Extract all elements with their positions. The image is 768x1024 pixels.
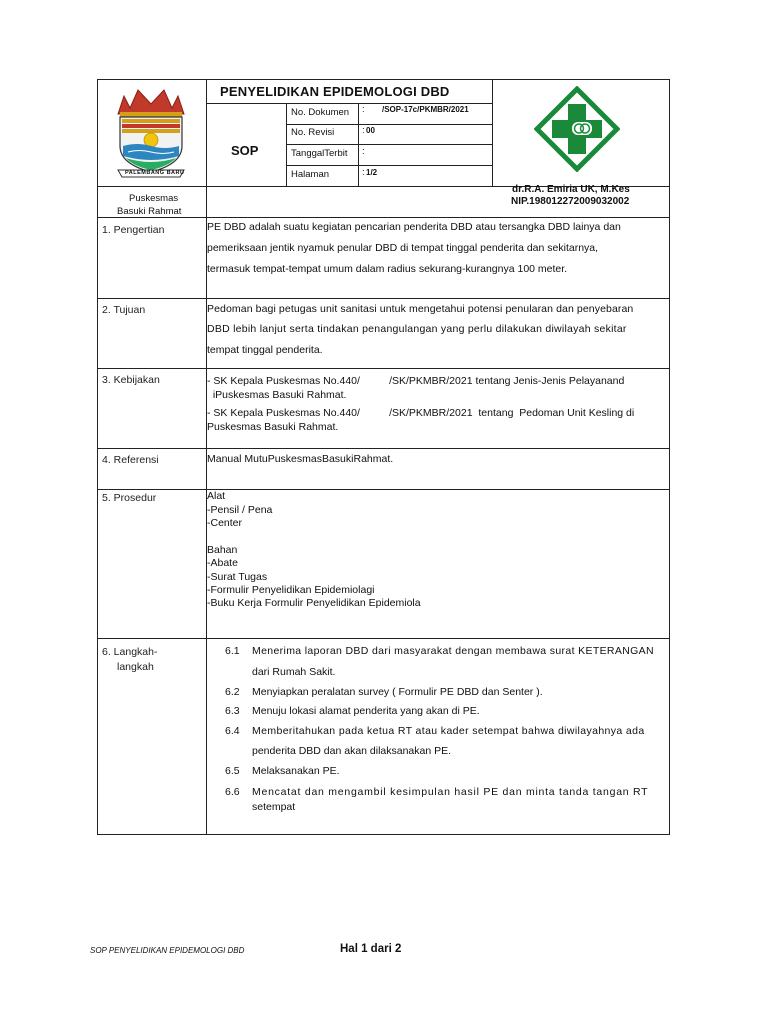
kebijakan-line: Puskesmas Basuki Rahmat. bbox=[207, 421, 339, 433]
field-label-issue-date: TanggalTerbit bbox=[291, 148, 348, 159]
step-number: 6.3 bbox=[225, 705, 240, 717]
pengertian-line: PE DBD adalah suatu kegiatan pencarian penderita DBD atau tersangka DBD lainya dan bbox=[207, 221, 621, 233]
signer-nip: NIP.198012272009032002 bbox=[511, 196, 630, 207]
tujuan-line: tempat tinggal penderita. bbox=[207, 344, 323, 356]
org-row-rule bbox=[97, 217, 670, 218]
prosedur-bahan-line: -Buku Kerja Formulir Penyelidikan Epidemiola bbox=[207, 597, 421, 609]
field-label-revision: No. Revisi bbox=[291, 127, 335, 138]
field-label-page: Halaman bbox=[291, 169, 330, 180]
field-sep: : bbox=[362, 146, 365, 157]
prosedur-alat-line: -Center bbox=[207, 517, 243, 529]
field-label-doc-number: No. Dokumen bbox=[291, 107, 350, 118]
org-name-line1: Puskesmas bbox=[129, 193, 179, 204]
step-number: 6.4 bbox=[225, 725, 240, 737]
step-text: Menyiapkan peralatan survey ( Formulir PE DBD dan Senter ). bbox=[252, 686, 543, 698]
header-field-rule bbox=[286, 144, 493, 145]
step-text: dari Rumah Sakit. bbox=[252, 666, 336, 678]
logo-ribbon-text: PALEMBANG BARU bbox=[125, 170, 185, 176]
field-value-doc-number: /SOP-17c/PKMBR/2021 bbox=[382, 105, 469, 114]
step-number: 6.5 bbox=[225, 765, 240, 777]
prosedur-bahan-line: -Abate bbox=[207, 557, 238, 569]
section-rule bbox=[97, 638, 670, 639]
signer-name: dr.R.A. Emiria UK, M.Kes bbox=[512, 184, 630, 195]
section-label-langkah: 6. Langkah- bbox=[102, 646, 158, 658]
org-name-line2: Basuki Rahmat bbox=[117, 206, 182, 217]
step-number: 6.6 bbox=[225, 786, 240, 798]
section-rule bbox=[97, 448, 670, 449]
kebijakan-line: - SK Kepala Puskesmas No.440/ /SK/PKMBR/2021 tentang Pedoman Unit Kesling di bbox=[207, 407, 635, 419]
footer-document-name: SOP PENYELIDIKAN EPIDEMOLOGI DBD bbox=[90, 946, 245, 955]
health-cross-logo bbox=[534, 86, 620, 172]
header-logo-divider bbox=[492, 79, 493, 186]
section-rule bbox=[97, 489, 670, 490]
document-title: PENYELIDIKAN EPIDEMOLOGI DBD bbox=[220, 84, 450, 99]
step-text: Menerima laporan DBD dari masyarakat dengan membawa surat KETERANGAN bbox=[252, 645, 654, 657]
field-sep: : bbox=[362, 125, 365, 136]
header-field-rule bbox=[286, 165, 493, 166]
field-value-revision: 00 bbox=[366, 126, 375, 135]
city-emblem-logo bbox=[104, 84, 198, 182]
table-border-left bbox=[97, 79, 98, 835]
section-label-prosedur: 5. Prosedur bbox=[102, 492, 157, 504]
section-rule bbox=[97, 368, 670, 369]
header-title-rule bbox=[206, 103, 493, 104]
kebijakan-line: iPuskesmas Basuki Rahmat. bbox=[207, 389, 347, 401]
prosedur-alat-line: Alat bbox=[207, 490, 226, 502]
table-border-top bbox=[97, 79, 670, 80]
pengertian-line: pemeriksaan jentik nyamuk penular DBD di tempat tinggal penderita dan sekitarnya, bbox=[207, 242, 599, 254]
step-text: Melaksanakan PE. bbox=[252, 765, 340, 777]
table-border-bottom bbox=[97, 834, 670, 835]
step-text: setempat bbox=[252, 801, 296, 813]
prosedur-bahan-line: -Formulir Penyelidikan Epidemiolagi bbox=[207, 584, 375, 596]
field-sep: : bbox=[362, 104, 365, 115]
step-number: 6.1 bbox=[225, 645, 240, 657]
step-text: penderita DBD dan akan dilaksanakan PE. bbox=[252, 745, 452, 757]
referensi-text: Manual MutuPuskesmasBasukiRahmat. bbox=[207, 453, 394, 465]
kebijakan-line: - SK Kepala Puskesmas No.440/ /SK/PKMBR/2021 tentang Jenis-Jenis Pelayanand bbox=[207, 375, 625, 387]
tujuan-line: Pedoman bagi petugas unit sanitasi untuk mengetahui potensi penularan dan penyebaran bbox=[207, 303, 634, 315]
step-number: 6.2 bbox=[225, 686, 240, 698]
prosedur-bahan-line: -Surat Tugas bbox=[207, 571, 268, 583]
step-text: Mencatat dan mengambil kesimpulan hasil PE dan minta tanda tangan RT bbox=[252, 786, 649, 798]
section-label-kebijakan: 3. Kebijakan bbox=[102, 374, 160, 386]
section-label-referensi: 4. Referensi bbox=[102, 454, 159, 466]
sop-label: SOP bbox=[231, 143, 259, 158]
tujuan-line: DBD lebih lanjut serta tindakan penangulangan yang perlu dilakukan diwilayah sekitar bbox=[207, 323, 627, 335]
prosedur-alat-line: -Pensil / Pena bbox=[207, 504, 273, 516]
section-label-pengertian: 1. Pengertian bbox=[102, 224, 165, 236]
field-value-page: 1/2 bbox=[366, 168, 378, 177]
footer-page-number: Hal 1 dari 2 bbox=[340, 943, 402, 955]
step-text: Menuju lokasi alamat penderita yang akan di PE. bbox=[252, 705, 480, 717]
step-text: Memberitahukan pada ketua RT atau kader setempat bahwa diwilayahnya ada bbox=[252, 725, 645, 737]
pengertian-line: termasuk tempat-tempat umum dalam radius sekurang-kurangnya 100 meter. bbox=[207, 263, 568, 275]
section-label-langkah-cont: langkah bbox=[117, 661, 154, 673]
field-sep: : bbox=[362, 167, 365, 178]
header-field-rule bbox=[286, 124, 493, 125]
section-rule bbox=[97, 298, 670, 299]
table-border-right bbox=[669, 79, 670, 835]
prosedur-bahan-line: Bahan bbox=[207, 544, 238, 556]
section-label-tujuan: 2. Tujuan bbox=[102, 304, 146, 316]
